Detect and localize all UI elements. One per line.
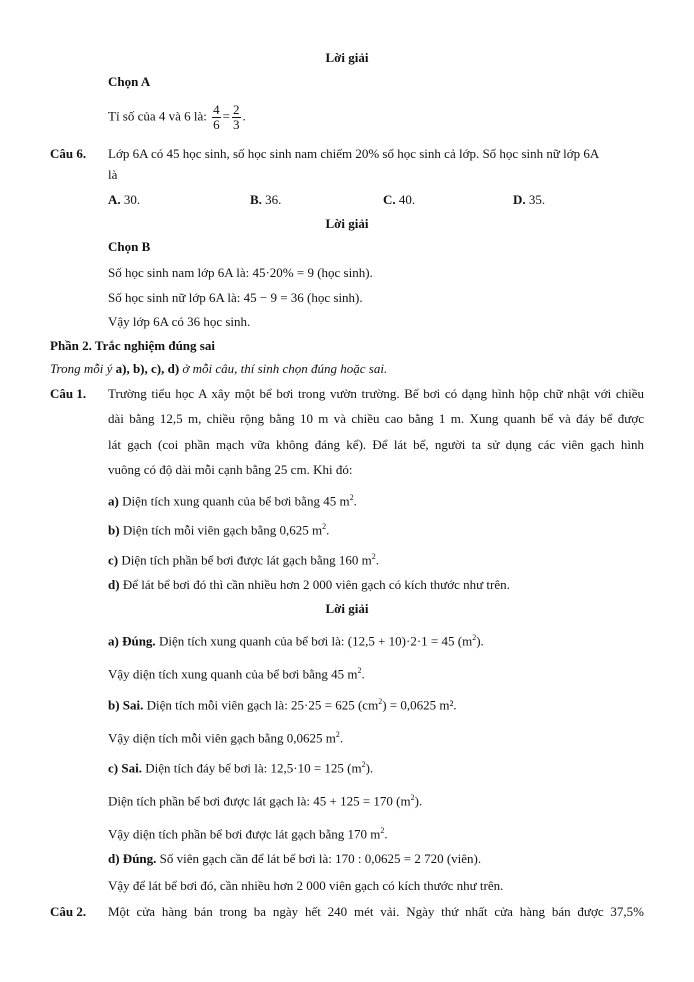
statement-b: b) Diện tích mỗi viên gạch bằng 0,625 $m^2$. xyxy=(108,522,330,538)
solution-line: Vậy lớp 6A có 36 học sinh. xyxy=(108,314,251,329)
question-text: dài bằng 12,5 m, chiều rộng bằng 10 m và chiều cao bằng 1 m. Xung quanh bể và đáy bể được xyxy=(108,411,644,426)
option-b: B. 36. xyxy=(250,192,282,207)
statement-c: c) Diện tích phần bể bơi được lát gạch bằng 160 $m^2$. xyxy=(108,552,380,568)
ratio-text: Tỉ số của 4 và 6 là: xyxy=(108,108,207,124)
statement-d: d) Để lát bể bơi đó thì cần nhiều hơn 2 000 viên gạch có kích thước như trên. xyxy=(108,577,510,592)
solution-b: b) Sai. Diện tích mỗi viên gạch là: 25·25 = 625 $(cm^2) = 0,0625$ m². xyxy=(108,697,457,713)
solution-line: Vậy để lát bể bơi đó, cần nhiều hơn 2 000 viên gạch có kích thước như trên. xyxy=(108,878,504,893)
question-text: Một cửa hàng bán trong ba ngày hết 240 mét vải. Ngày thứ nhất cửa hàng bán được 37,5% xyxy=(108,904,644,919)
part-instructions: Trong mỗi ý a), b), c), d) ở mỗi câu, thí sinh chọn đúng hoặc sai. xyxy=(50,361,388,376)
question-text: Lớp 6A có 45 học sinh, số học sinh nam chiếm 20% số học sinh cả lớp. Số học sinh nữ lớp 6A xyxy=(108,146,600,161)
solution-c: c) Sai. Diện tích đáy bể bơi là: 12,5·10 = 125 $(m^2)$. xyxy=(108,760,374,776)
solution-heading: Lời giải xyxy=(325,601,369,616)
question-label: Câu 2. xyxy=(50,904,87,919)
question-label: Câu 6. xyxy=(50,146,87,161)
solution-heading: Lời giải xyxy=(325,50,369,65)
question-text: lát gạch (coi phần mạch vữa không đáng kể). Để lát bể, người ta sử dụng các viên gạch hình xyxy=(108,437,644,452)
statement-a: a) Diện tích xung quanh của bể bơi bằng 45 $m^2$. xyxy=(108,493,357,509)
solution-line: Số học sinh nữ lớp 6A là: 45 − 9 = 36 (học sinh). xyxy=(108,290,363,305)
option-c: C. 40. xyxy=(383,192,416,207)
solution-line: Diện tích phần bể bơi được lát gạch là: 45 + 125 = 170 $(m^2)$. xyxy=(108,793,423,809)
solution-line: Vậy diện tích xung quanh của bể bơi bằng 45 $m^2$. xyxy=(108,666,365,682)
solution-heading: Lời giải xyxy=(325,216,369,231)
option-a: A. 30. xyxy=(108,192,141,207)
question-label: Câu 1. xyxy=(50,386,87,401)
question-text: vuông có độ dài mỗi cạnh bằng 25 cm. Khi đó: xyxy=(108,462,353,477)
question-text: Trường tiểu học A xây một bể bơi trong vườn trường. Bể bơi có dạng hình hộp chữ nhật với chiều xyxy=(108,386,644,401)
question-text-cont: là xyxy=(108,167,118,182)
ratio-line: Tỉ số của 4 và 6 là: $\frac{4}{6}$ = $\frac{2}{3}$ . xyxy=(108,102,246,132)
fraction-2-3: $\frac{2}{3}$ xyxy=(233,102,240,132)
option-d: D. 35. xyxy=(513,192,546,207)
solution-line: Số học sinh nam lớp 6A là: 45·20% = 9 (học sinh). xyxy=(108,265,373,280)
solution-a: a) Đúng. Diện tích xung quanh của bể bơi là: (12,5 + 10)·2·1 = 45 $(m^2)$. xyxy=(108,633,484,649)
solution-d: d) Đúng. Số viên gạch cần để lát bể bơi là: 170 : 0,0625 = 2 720 (viên). xyxy=(108,851,482,866)
solution-line: Vậy diện tích mỗi viên gạch bằng 0,0625 $m^2$. xyxy=(108,730,344,746)
answer-choice: Chọn A xyxy=(108,74,151,89)
answer-choice: Chọn B xyxy=(108,239,151,254)
fraction-4-6: $\frac{4}{6}$ xyxy=(213,102,220,132)
part-title: Phần 2. Trắc nghiệm đúng sai xyxy=(50,338,215,353)
solution-line: Vậy diện tích phần bể bơi được lát gạch bằng 170 $m^2$. xyxy=(108,826,388,842)
